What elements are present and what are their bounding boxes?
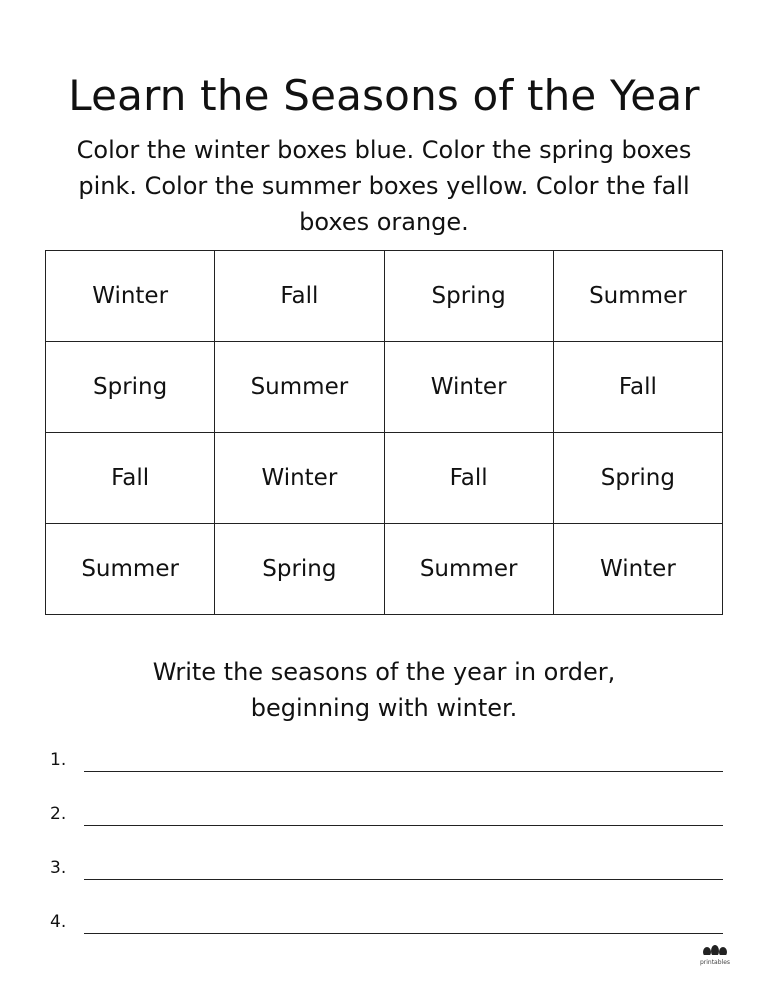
- answer-row-3: [50, 850, 723, 880]
- grid-cell[interactable]: Summer: [384, 524, 553, 615]
- seasons-grid: [45, 250, 723, 615]
- instructions-text: Color the winter boxes blue. Color the spring boxes pink. Color the summer boxes yellow. Color the fall boxes orange.: [76, 136, 692, 236]
- grid-row: [46, 251, 723, 342]
- grid-cell[interactable]: Spring: [384, 251, 553, 342]
- answer-number: 4.: [50, 912, 67, 932]
- grid-cell[interactable]: Spring: [46, 342, 215, 433]
- grid-cell[interactable]: Fall: [46, 433, 215, 524]
- logo-text: printables: [699, 959, 731, 966]
- grid-cell[interactable]: Fall: [215, 251, 384, 342]
- answer-row-4: [50, 904, 723, 934]
- grid-cell[interactable]: Winter: [215, 433, 384, 524]
- printables-logo: [698, 944, 732, 970]
- answer-number: 1.: [50, 750, 67, 770]
- grid-cell[interactable]: Fall: [384, 433, 553, 524]
- grid-cell[interactable]: Spring: [215, 524, 384, 615]
- answer-line[interactable]: [84, 825, 723, 826]
- grid-cell[interactable]: Spring: [553, 433, 722, 524]
- prompt-line-2: beginning with winter.: [250, 694, 518, 722]
- grid-row: [46, 524, 723, 615]
- answer-number: 3.: [50, 858, 67, 878]
- grid-cell[interactable]: Winter: [46, 251, 215, 342]
- grid-cell[interactable]: Summer: [553, 251, 722, 342]
- paw-mark-icon: [702, 944, 728, 958]
- answer-row-2: [50, 796, 723, 826]
- grid-row: [46, 433, 723, 524]
- prompt-line-1: Write the seasons of the year in order,: [152, 658, 616, 686]
- grid-cell[interactable]: Summer: [46, 524, 215, 615]
- writing-prompt: [100, 654, 668, 726]
- grid-cell[interactable]: Summer: [215, 342, 384, 433]
- answer-line[interactable]: [84, 933, 723, 934]
- answer-line[interactable]: [84, 771, 723, 772]
- grid-cell[interactable]: Fall: [553, 342, 722, 433]
- grid-cell[interactable]: Winter: [384, 342, 553, 433]
- answer-row-1: [50, 742, 723, 772]
- answer-number: 2.: [50, 804, 67, 824]
- answer-line[interactable]: [84, 879, 723, 880]
- page-title: Learn the Seasons of the Year: [68, 71, 700, 121]
- grid-row: [46, 342, 723, 433]
- grid-cell[interactable]: Winter: [553, 524, 722, 615]
